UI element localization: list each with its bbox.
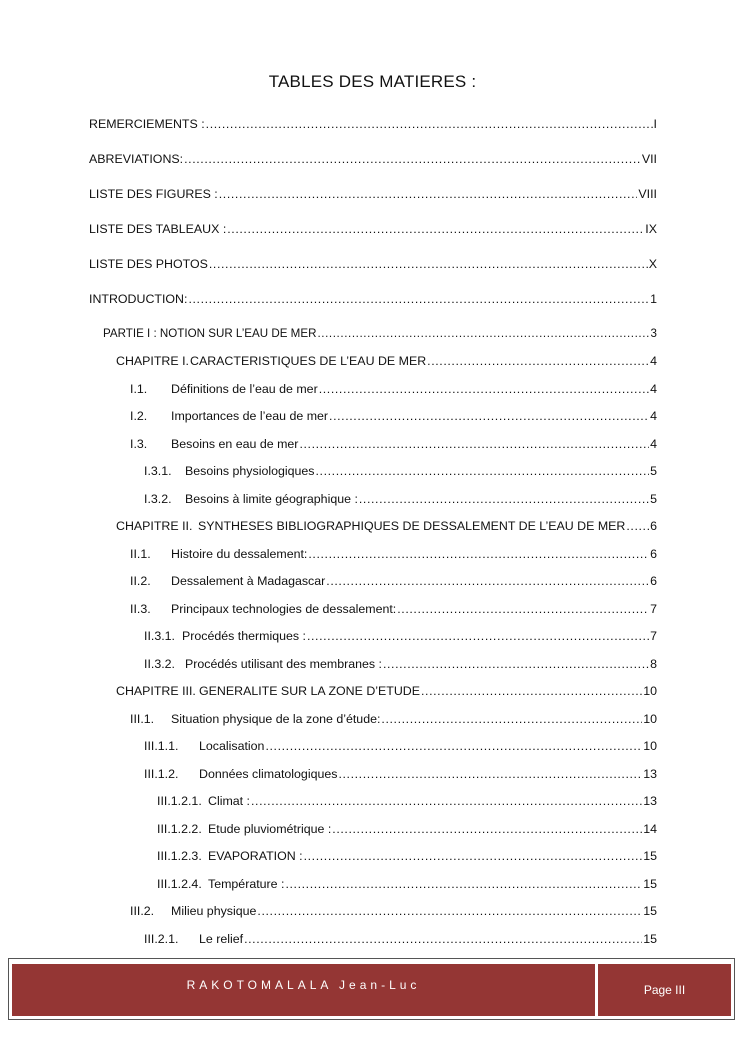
dot-leader [257, 903, 642, 919]
toc-entry[interactable] [89, 256, 657, 272]
toc-entry-number: II.3.2. [144, 657, 175, 671]
dot-leader [299, 436, 649, 452]
toc-entry-page: VII [641, 152, 657, 166]
toc-entry-page: 15 [643, 849, 657, 863]
toc-entry-number: III.1.2.1. [157, 794, 202, 808]
toc-entry-number: III.1.2.2. [157, 822, 202, 836]
toc-entry-text: INTRODUCTION: [89, 292, 188, 306]
toc-entry[interactable] [130, 408, 657, 424]
toc-entry[interactable] [130, 711, 657, 727]
toc-entry-text: Importances de l’eau de mer [171, 409, 329, 423]
footer-page-number [598, 964, 731, 1016]
toc-entry-page: IX [645, 222, 657, 236]
dot-leader [188, 291, 649, 307]
toc-entry-number: CHAPITRE III. [116, 684, 196, 698]
footer-page-text: Page III [643, 983, 686, 997]
toc-entry[interactable] [144, 628, 657, 644]
toc-entry-number: II.3. [130, 602, 151, 616]
toc-entry-text: LISTE DES TABLEAUX : [89, 222, 227, 236]
toc-entry[interactable] [157, 848, 657, 864]
dot-leader [304, 848, 643, 864]
toc-entry-page: 7 [650, 602, 657, 616]
toc-entry-text: Besoins à limite géographique : [185, 492, 358, 506]
dot-leader [329, 408, 649, 424]
toc-entry-page: VIII [638, 187, 657, 201]
toc-entry-number: III.1.1. [144, 739, 179, 753]
toc-entry[interactable] [157, 821, 657, 837]
toc-entry-number: I.3. [130, 437, 148, 451]
toc-entry-page: 3 [650, 327, 657, 340]
toc-entry[interactable] [116, 683, 657, 699]
toc-entry[interactable] [130, 573, 657, 589]
toc-entry-page: X [648, 257, 657, 271]
toc-entry-number: CHAPITRE I. [116, 354, 189, 368]
toc-entry-page: I [653, 117, 657, 131]
toc-entry-page: 8 [650, 657, 657, 671]
toc-entry-page: 6 [650, 519, 657, 533]
dot-leader [209, 256, 648, 272]
toc-entry-text: PARTIE I : NOTION SUR L’EAU DE MER [103, 327, 317, 340]
toc-entry-number: III.1.2. [144, 767, 179, 781]
toc-entry-page: 14 [643, 822, 657, 836]
toc-entry[interactable] [144, 931, 657, 947]
toc-entry[interactable] [89, 291, 657, 307]
dot-leader [244, 931, 642, 947]
toc-entry-page: 15 [643, 932, 657, 946]
toc-entry[interactable] [144, 656, 657, 672]
toc-entry-page: 5 [650, 464, 657, 478]
dot-leader [316, 463, 650, 479]
toc-title: TABLES DES MATIERES : [268, 72, 477, 91]
toc-entry-number: III.2. [130, 904, 155, 918]
toc-entry-number: III.1.2.4. [157, 877, 202, 891]
toc-entry[interactable] [130, 546, 657, 562]
toc-entry-text: LISTE DES PHOTOS [89, 257, 208, 271]
toc-entry-text: GENERALITE SUR LA ZONE D’ETUDE [199, 684, 421, 698]
toc-entry-number: III.1. [130, 712, 155, 726]
dot-leader [227, 221, 644, 237]
toc-entry[interactable] [89, 116, 657, 132]
toc-entry-text: EVAPORATION : [208, 849, 303, 863]
toc-entry[interactable] [144, 738, 657, 754]
dot-leader [332, 821, 642, 837]
toc-entry-number: III.1.2.3. [157, 849, 202, 863]
toc-entry-text: Définitions de l’eau de mer [171, 382, 318, 396]
toc-entry[interactable] [130, 436, 657, 452]
dot-leader [383, 656, 649, 672]
dot-leader [338, 766, 642, 782]
dot-leader [219, 186, 638, 202]
toc-entry-text: Etude pluviométrique : [208, 822, 332, 836]
dot-leader [265, 738, 642, 754]
toc-entry-text: Climat : [208, 794, 250, 808]
toc-entry-text: Situation physique de la zone d’étude: [171, 712, 381, 726]
toc-entry-text: Données climatologiques [199, 767, 338, 781]
toc-entry[interactable] [116, 353, 657, 369]
toc-entry-page: 15 [643, 877, 657, 891]
toc-entry-text: Histoire du dessalement: [171, 547, 308, 561]
dot-leader [319, 381, 649, 397]
toc-entry[interactable] [144, 491, 657, 507]
toc-entry-text: REMERCIEMENTS : [89, 117, 205, 131]
dot-leader [381, 711, 642, 727]
toc-entry-number: I.3.1. [144, 464, 172, 478]
toc-entry-page: 13 [643, 767, 657, 781]
dot-leader [397, 601, 649, 617]
toc-entry-text: Dessalement à Madagascar [171, 574, 326, 588]
toc-entry-number: II.2. [130, 574, 151, 588]
toc-entry-text: Localisation [199, 739, 265, 753]
toc-entry[interactable] [130, 903, 657, 919]
toc-entry-page: 10 [643, 684, 657, 698]
footer-author-text: RAKOTOMALALA Jean-Luc [186, 978, 421, 992]
toc-entry[interactable] [89, 221, 657, 237]
toc-entry-text: Procédés thermiques : [182, 629, 306, 643]
toc-entry-page: 10 [643, 739, 657, 753]
toc-entry[interactable] [157, 876, 657, 892]
toc-entry-text: Le relief [199, 932, 244, 946]
toc-entry-number: II.1. [130, 547, 151, 561]
dot-leader [184, 151, 641, 167]
toc-entry-page: 4 [650, 409, 657, 423]
toc-entry[interactable] [130, 381, 657, 397]
dot-leader [285, 876, 642, 892]
dot-leader [308, 546, 649, 562]
dot-leader [206, 116, 653, 132]
toc-entry-text: LISTE DES FIGURES : [89, 187, 218, 201]
toc-entry-number: I.1. [130, 382, 148, 396]
toc-entry-number: II.3.1. [144, 629, 175, 643]
toc-entry-page: 5 [650, 492, 657, 506]
dot-leader [326, 573, 649, 589]
toc-entry-page: 6 [650, 574, 657, 588]
toc-entry-text: Procédés utilisant des membranes : [185, 657, 382, 671]
toc-entry-text: Température : [208, 877, 285, 891]
toc-entry-page: 1 [650, 292, 657, 306]
dot-leader [427, 353, 649, 369]
toc-entry[interactable] [89, 151, 657, 167]
toc-entry[interactable] [144, 463, 657, 479]
toc-entry-page: 4 [650, 382, 657, 396]
dot-leader [251, 793, 642, 809]
toc-entry[interactable] [103, 326, 657, 342]
toc-entry-text: Principaux technologies de dessalement: [171, 602, 397, 616]
toc-entry-number: I.3.2. [144, 492, 172, 506]
toc-entry-text: Milieu physique [171, 904, 257, 918]
toc-entry-number: I.2. [130, 409, 148, 423]
toc-entry-text: Besoins physiologiques [185, 464, 315, 478]
dot-leader [307, 628, 649, 644]
toc-entry-text: Besoins en eau de mer [171, 437, 299, 451]
toc-entry-number: III.2.1. [144, 932, 179, 946]
toc-entry-page: 4 [650, 354, 657, 368]
toc-entry-number: CHAPITRE II. [116, 519, 193, 533]
dot-leader [626, 518, 649, 534]
toc-entry-page: 7 [650, 629, 657, 643]
toc-entry[interactable] [89, 186, 657, 202]
toc-entry[interactable] [130, 601, 657, 617]
footer-author [12, 964, 595, 1016]
dot-leader [317, 326, 649, 342]
toc-entry-page: 15 [643, 904, 657, 918]
toc-entry[interactable] [116, 518, 657, 534]
toc-entry-text: CARACTERISTIQUES DE L’EAU DE MER [190, 354, 427, 368]
toc-entry-page: 10 [643, 712, 657, 726]
toc-entry-page: 6 [650, 547, 657, 561]
dot-leader [421, 683, 642, 699]
toc-entry[interactable] [144, 766, 657, 782]
toc-entry-page: 13 [643, 794, 657, 808]
toc-entry-text: ABREVIATIONS: [89, 152, 184, 166]
dot-leader [359, 491, 649, 507]
toc-entry[interactable] [157, 793, 657, 809]
toc-entry-page: 4 [650, 437, 657, 451]
toc-entry-text: SYNTHESES BIBLIOGRAPHIQUES DE DESSALEMENT DE L’EAU DE MER [198, 519, 626, 533]
